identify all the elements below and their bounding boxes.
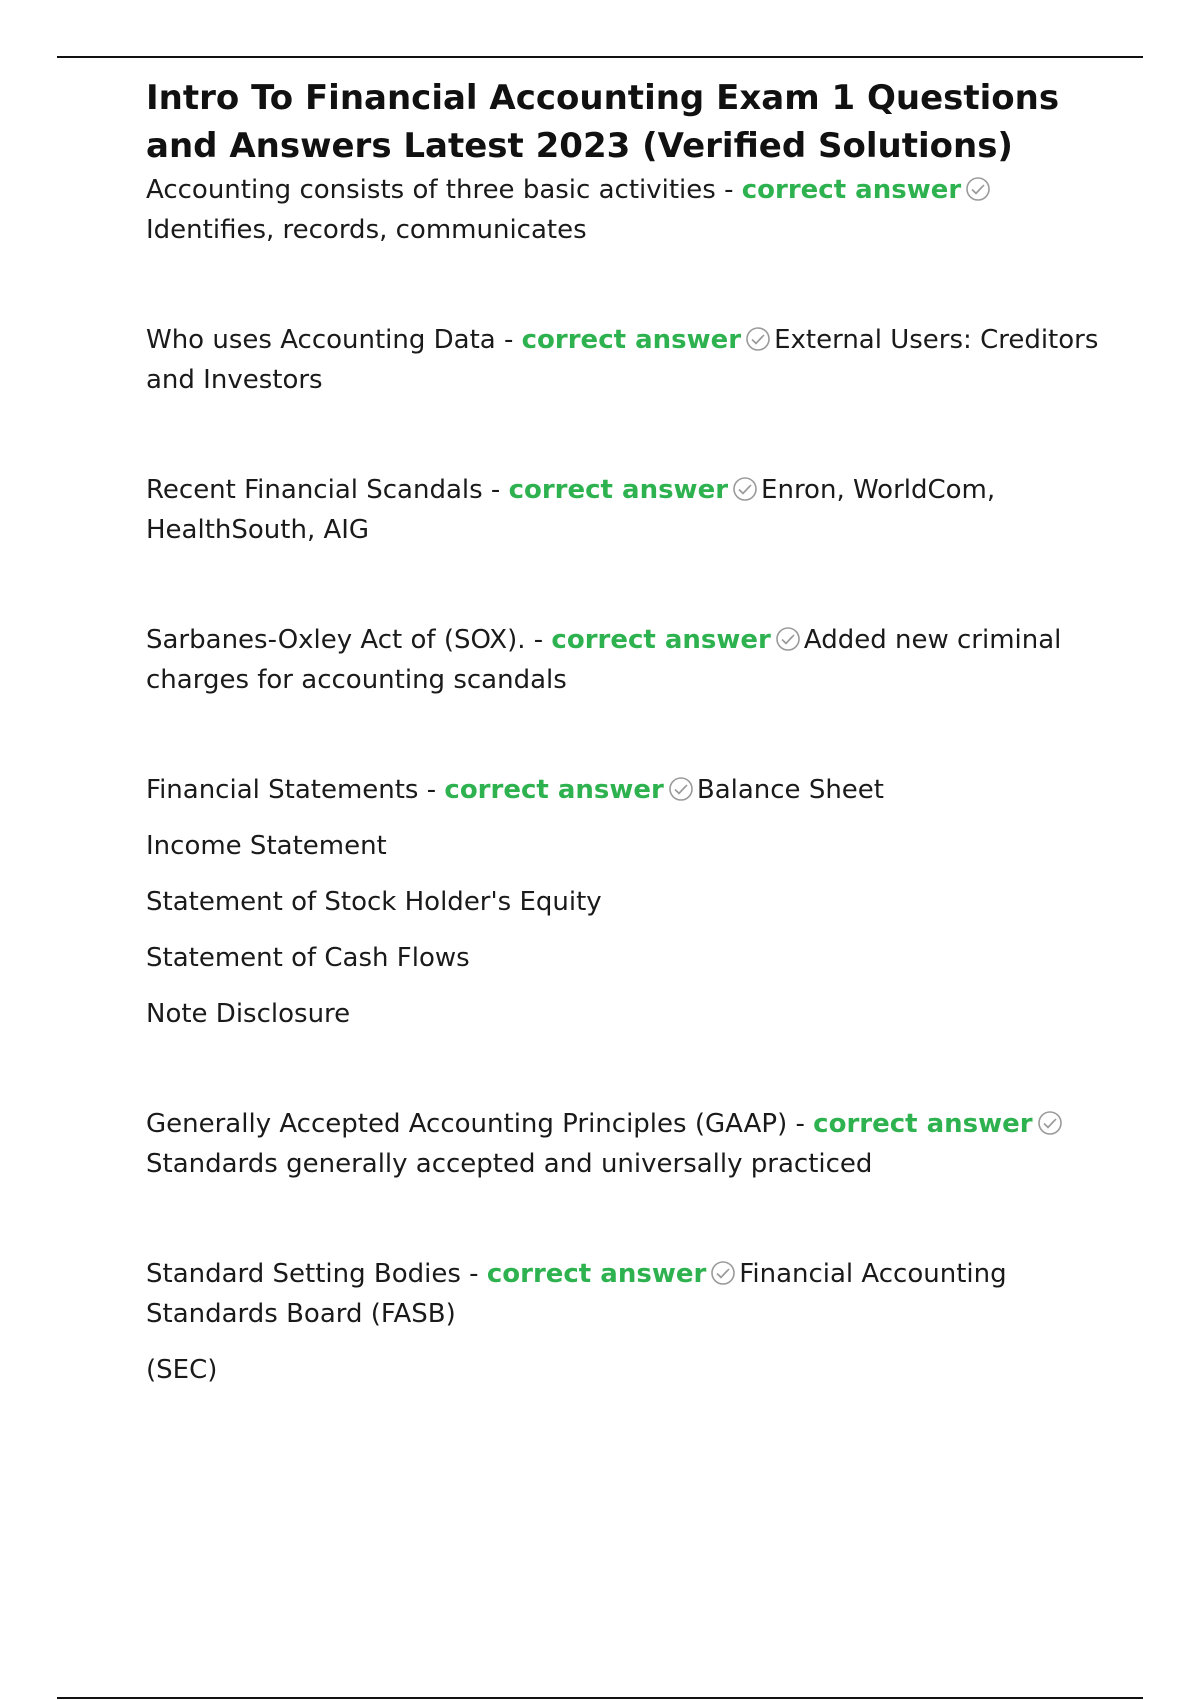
question-text: Sarbanes-Oxley Act of (SOX). (146, 625, 526, 655)
check-circle-icon (965, 176, 991, 202)
separator: - (495, 325, 522, 355)
qa-item (146, 1254, 1106, 1390)
check-circle-icon (775, 626, 801, 652)
answer-extra-line: Note Disclosure (146, 999, 351, 1029)
correct-answer-label: correct answer (486, 1259, 707, 1289)
answer-text: Enron, WorldCom, HealthSouth, AIG (146, 475, 996, 545)
document-title: Intro To Financial Accounting Exam 1 Questions and Answers Latest 2023 (Verified Solutions) (146, 78, 1060, 166)
answer-text: Balance Sheet (696, 775, 884, 805)
question-text: Who uses Accounting Data (146, 325, 496, 355)
correct-answer-label: correct answer (551, 625, 771, 655)
separator: - (715, 175, 742, 205)
question-text: Accounting consists of three basic activities (146, 175, 716, 205)
answer-text: Identifies, records, communicates (146, 215, 587, 245)
separator: - (482, 475, 509, 505)
answer-text: Standards generally accepted and universally practiced (146, 1149, 873, 1179)
question-text: Generally Accepted Accounting Principles (GAAP) (146, 1109, 788, 1139)
answer-text: External Users: Creditors and Investors (146, 325, 1099, 395)
correct-answer-label: correct answer (521, 325, 742, 355)
qa-item (146, 620, 1106, 700)
answer-text: Added new criminal charges for accounting scandals (146, 625, 1062, 695)
check-circle-icon (710, 1260, 736, 1286)
answer-extra-line: Statement of Stock Holder's Equity (146, 887, 602, 917)
answer-extra-line: (SEC) (146, 1355, 218, 1385)
separator: - (460, 1259, 487, 1289)
document-body (146, 74, 1106, 1390)
answer-text: Financial Accounting Standards Board (FASB) (146, 1259, 1007, 1329)
correct-answer-label: correct answer (444, 775, 664, 805)
top-rule (57, 56, 1143, 58)
bottom-rule (57, 1697, 1143, 1699)
answer-extra-line: Statement of Cash Flows (146, 943, 470, 973)
separator: - (418, 775, 445, 805)
separator: - (525, 625, 552, 655)
check-circle-icon (745, 326, 771, 352)
question-text: Financial Statements (146, 775, 419, 805)
correct-answer-label: correct answer (741, 175, 962, 205)
qa-list (146, 170, 1106, 1390)
question-text: Standard Setting Bodies (146, 1259, 461, 1289)
correct-answer-label: correct answer (508, 475, 729, 505)
separator: - (787, 1109, 814, 1139)
question-text: Recent Financial Scandals (146, 475, 483, 505)
check-circle-icon (1037, 1110, 1063, 1136)
qa-item (146, 770, 1106, 1034)
correct-answer-label: correct answer (813, 1109, 1033, 1139)
check-circle-icon (668, 776, 694, 802)
qa-item (146, 320, 1106, 400)
qa-item (146, 470, 1106, 550)
check-circle-icon (732, 476, 758, 502)
answer-extra-line: Income Statement (146, 831, 387, 861)
qa-item (146, 170, 1106, 250)
qa-item (146, 1104, 1106, 1184)
